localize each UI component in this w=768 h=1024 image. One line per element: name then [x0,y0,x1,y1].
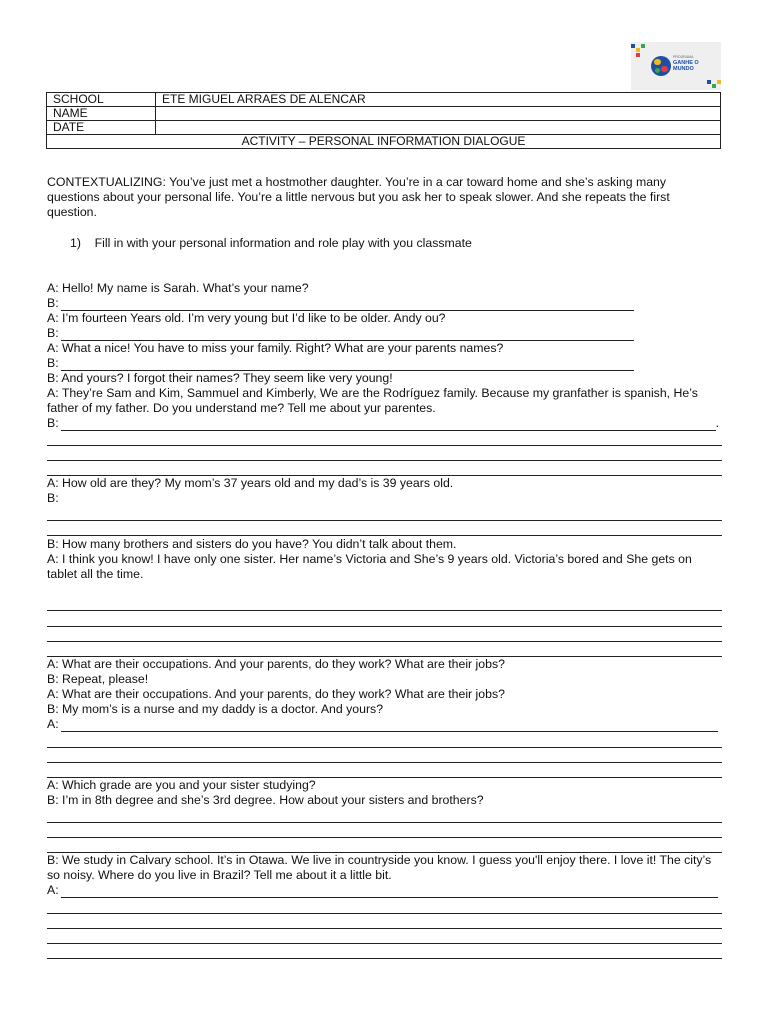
logo-square [707,80,711,84]
dialogue-line: A: Hello! My name is Sarah. What’s your name? [47,281,309,295]
logo-square [631,44,635,48]
dialogue-line: A: I’m fourteen Years old. I’m very young but I’d like to be older. Andy ou? [47,311,446,325]
dialogue-line: B: We study in Calvary school. It’s in Otawa. We live in countryside you know. I guess you'll enjoy there. I love it! The city’s so noisy. Where do you live in Brazil? Tell me about it a little bit. [47,853,712,882]
answer-rule[interactable] [47,747,722,748]
answer-rule[interactable] [47,837,722,838]
date-field[interactable] [156,121,721,135]
dialogue-line: A: Which grade are you and your sister studying? [47,778,316,792]
dialogue-line: B: I’m in 8th degree and she’s 3rd degree. How about your sisters and brothers? [47,793,484,807]
dialogue-line: A: They’re Sam and Kim, Sammuel and Kimberly, We are the Rodríguez family. Because my granfather is spanish, He’s father of my father. Do you understand me? Tell me about yur parentes. [47,386,698,415]
answer-rule[interactable] [47,913,722,914]
answer-rule[interactable] [47,762,722,763]
globe-icon [651,56,671,76]
logo-square [641,44,645,48]
answer-line[interactable]: A: [47,717,722,732]
name-label: NAME [47,107,156,121]
header-table [46,92,721,149]
logo-square [717,80,721,84]
answer-rule[interactable] [47,535,722,536]
instruction: 1) Fill in with your personal information and role play with you classmate [70,236,472,250]
dialogue-line: B: And yours? I forgot their names? They seem like very young! [47,371,393,385]
logo-square [636,48,640,52]
date-label: DATE [47,121,156,135]
answer-line[interactable]: B: [47,326,722,341]
answer-rule[interactable] [47,460,722,461]
answer-line[interactable]: B: . [47,416,720,430]
dialogue-line: B: [47,491,59,505]
answer-rule[interactable] [47,520,722,521]
dialogue-line: A: How old are they? My mom’s 37 years old and my dad’s is 39 years old. [47,476,454,490]
dialogue-line: B: Repeat, please! [47,672,149,686]
answer-rule[interactable] [47,626,722,627]
school-label: SCHOOL [47,93,156,107]
answer-line[interactable]: A: [47,883,722,898]
school-value: ETE MIGUEL ARRAES DE ALENCAR [156,93,721,107]
dialogue-line: A: I think you know! I have only one sister. Her name’s Victoria and She’s 9 years old. Victoria’s bored and She gets on tablet all the time. [47,552,692,581]
answer-rule[interactable] [47,958,722,959]
context-paragraph: CONTEXTUALIZING: You’ve just met a hostmother daughter. You’re in a car toward home and she’s asking many questions about your personal life. You’re a little nervous but you ask her to speak slower. And she repeats the first question. [47,175,670,219]
answer-line[interactable]: B: [47,296,722,311]
activity-title: ACTIVITY – PERSONAL INFORMATION DIALOGUE [47,135,721,149]
logo-text: PROGRAMA GANHE O MUNDO [673,55,699,72]
answer-rule[interactable] [47,943,722,944]
answer-line[interactable]: B: [47,356,722,371]
logo-square [712,84,716,88]
answer-rule[interactable] [47,641,722,642]
answer-rule[interactable] [47,822,722,823]
dialogue-line: A: What a nice! You have to miss your family. Right? What are your parents names? [47,341,504,355]
dialogue-line: B: My mom’s is a nurse and my daddy is a doctor. And yours? [47,702,384,716]
logo-square [636,53,640,57]
answer-rule[interactable] [47,445,722,446]
dialogue-line: B: How many brothers and sisters do you have? You didn’t talk about them. [47,537,457,551]
dialogue-line: A: What are their occupations. And your parents, do they work? What are their jobs? [47,657,505,671]
name-field[interactable] [156,107,721,121]
answer-rule[interactable] [47,610,722,611]
dialogue-line: A: What are their occupations. And your parents, do they work? What are their jobs? [47,687,505,701]
program-logo [629,42,721,90]
answer-rule[interactable] [47,928,722,929]
